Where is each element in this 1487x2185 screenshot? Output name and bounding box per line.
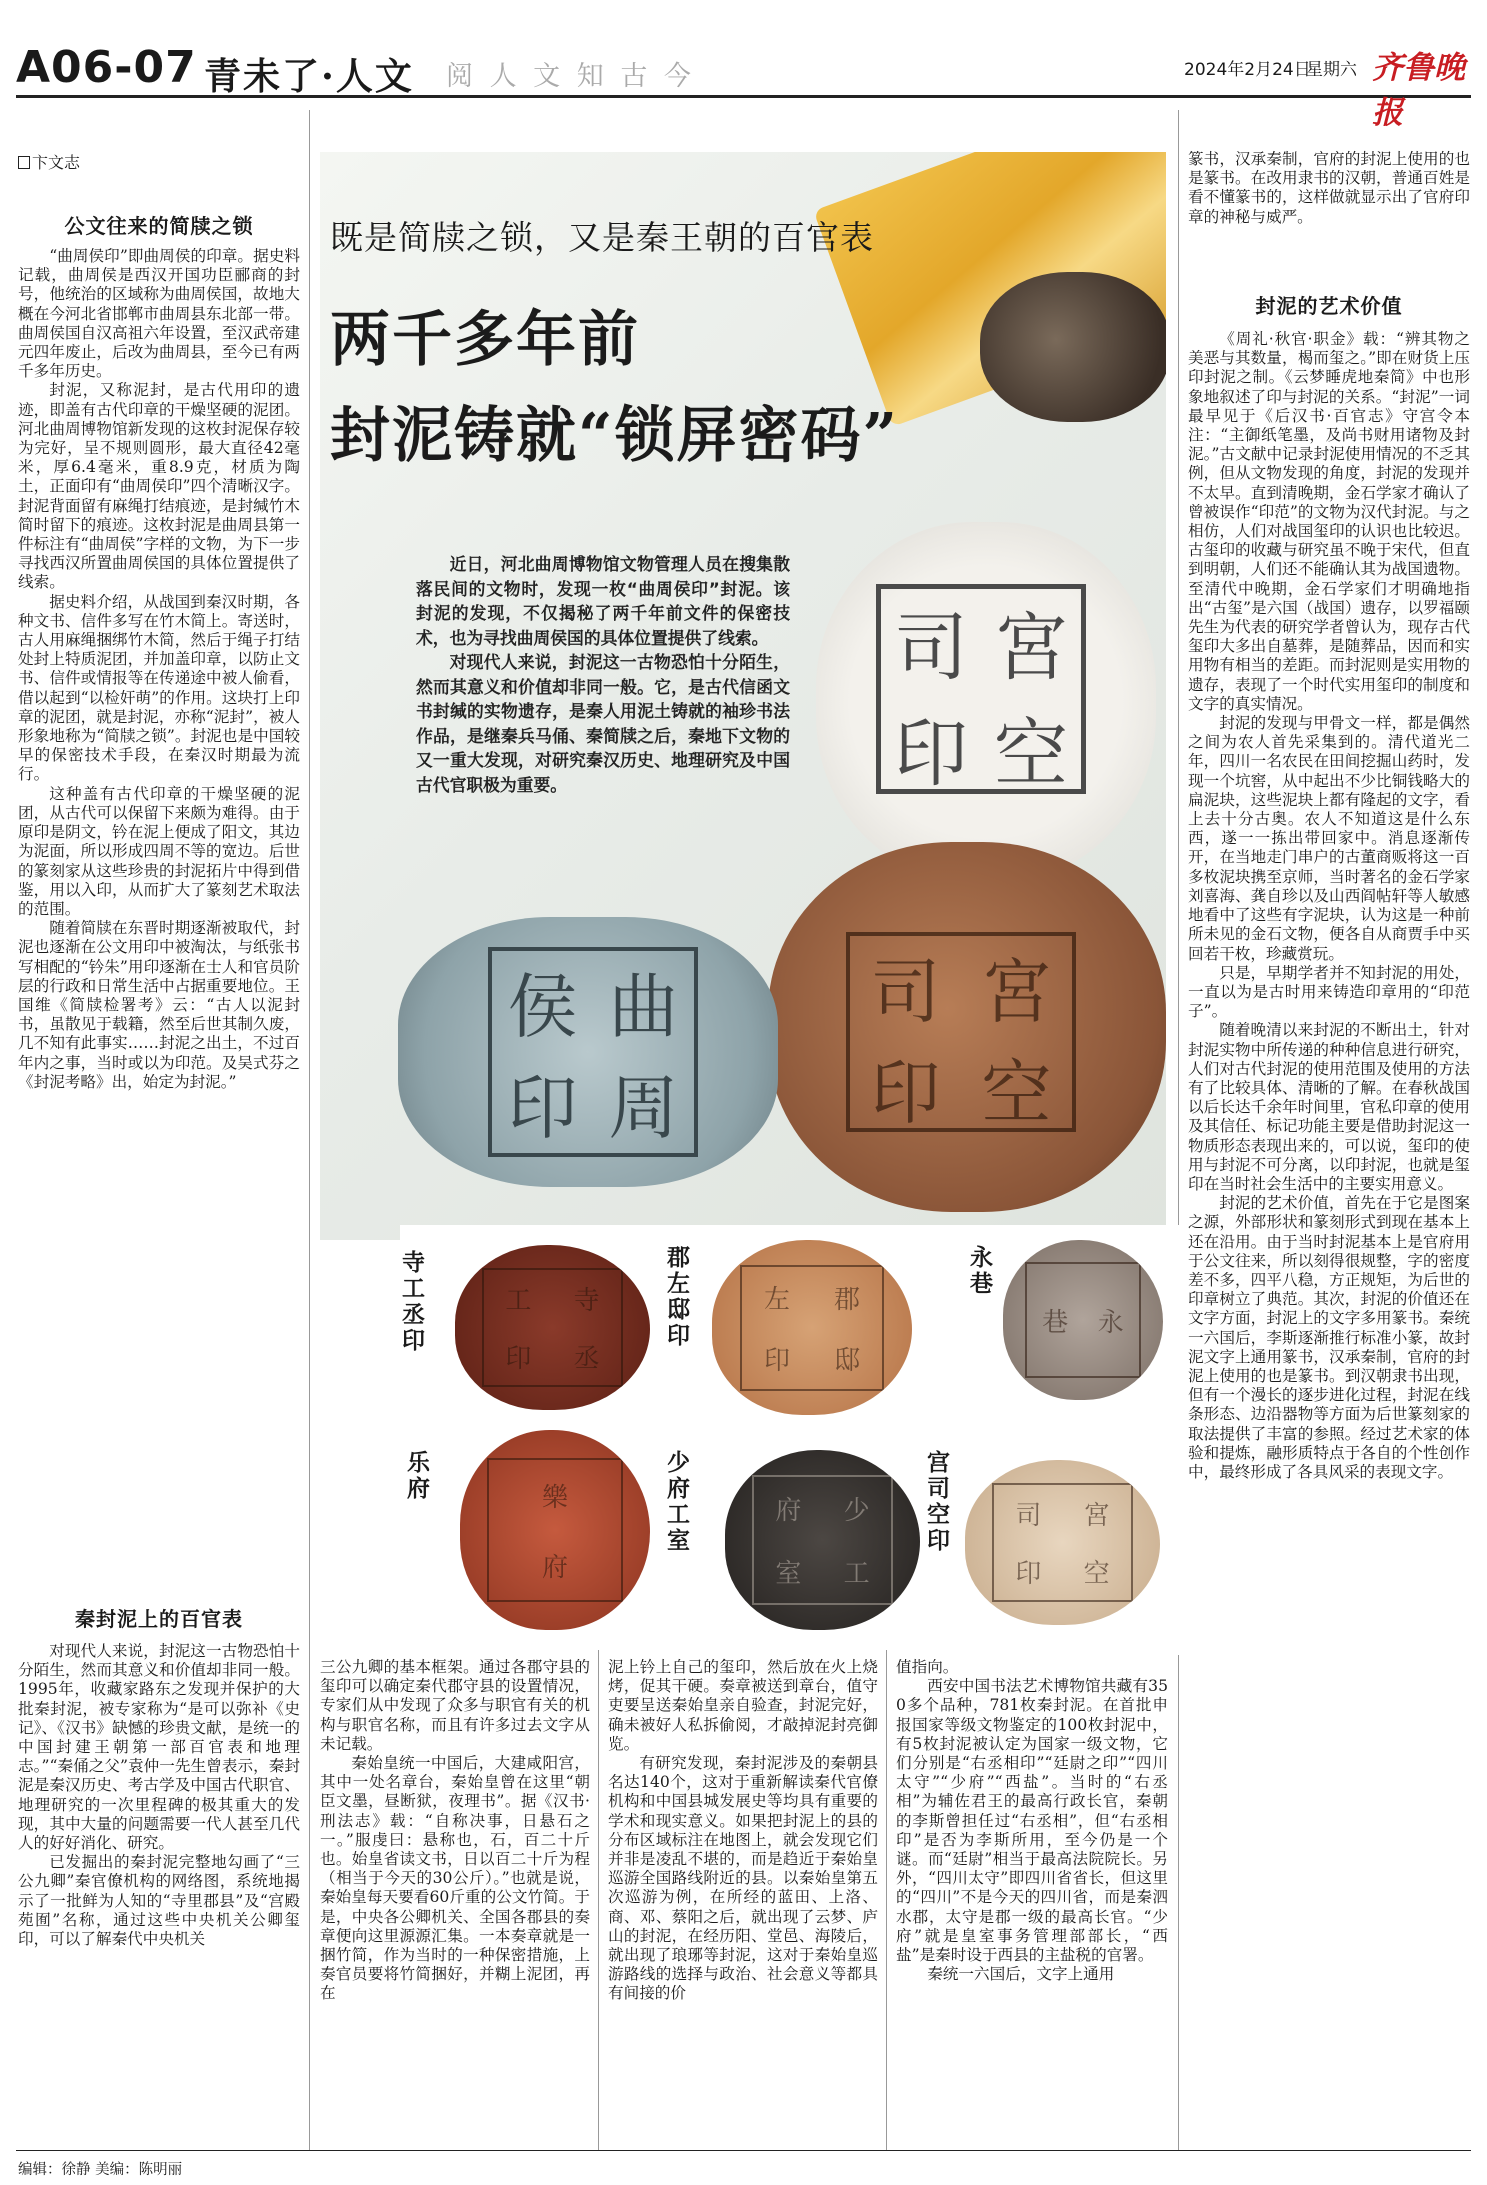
paragraph: 封泥的艺术价值，首先在于它是图案之源，外部形状和篆刻形式到现在基本上还在沿用。由于当时封泥基本上是官府用于公文往来，所以刻得很规整，字的密度差不多，四平八稳，方正规矩，为后世的印章树立了典范。其次，封泥的价值还在文字方面，封泥上的文字多用篆书。秦统一六国后，李斯逐渐推行标准小篆，故封泥文字上通用篆书，汉承秦制，官府的封泥上使用的也是篆书。到汉朝隶书出现，但有一个漫长的逐步进化过程，封泥在线条形态、边沿器物等方面为后世篆刻家的取法提供了丰富的参照。经过艺术家的体验和提炼，融形质特点于各自的个性创作中，最终形成了各具风采的表现文字。	[1188, 1194, 1470, 1481]
seal-glyph: 永	[1097, 1307, 1124, 1338]
seal-glyph: 印	[1015, 1558, 1042, 1589]
seal-glyph: 曲	[608, 966, 679, 1048]
paragraph: 随着晚清以来封泥的不断出土，针对封泥实物中所传递的种种信息进行研究，人们对古代封泥的使用范围及使用的方法有了比较具体、清晰的了解。在春秋战国以后长达千余年时间里，官私印章的使用及其信任、标记功能主要是借助封泥这一物质形态表现出来的，可以说，玺印的使用与封泥不可分离，以印封泥，也就是玺印在当时社会生活中的主要实用意义。	[1188, 1021, 1470, 1193]
paragraph: 秦始皇统一中国后，大建咸阳宫，其中一处名章台，秦始皇曾在这里“朝臣文墨，昼断狱，夜理书”。据《汉书·刑法志》载：“自称决事，日悬石之一。”服虔曰：悬称也，石，百二十斤也。始皇省读文书，日以百二十斤为程（相当于今天的30公斤）。”也就是说，秦始皇每天要看60斤重的公文竹简。于是，中央各公卿机关、全国各郡县的奏章便向这里源源汇集。一本奏章就是一捆竹简，作为当时的一种保密措施，上奏官员要将竹简捆好，并糊上泥团，再在	[320, 1754, 590, 2003]
seal-tile-glyphs	[482, 1268, 622, 1387]
seal-glyph: 府	[775, 1496, 802, 1527]
seal-glyph: 少	[843, 1496, 870, 1527]
seal-tile-image	[712, 1240, 912, 1415]
seal-glyph: 府	[541, 1552, 568, 1583]
seal-caption: 郡左邸印	[663, 1245, 689, 1349]
seal-glyph: 司	[1015, 1501, 1042, 1532]
clay-seal-glyphs	[846, 932, 1076, 1132]
seal-glyph: 周	[608, 1067, 679, 1149]
seal-tile-image	[460, 1430, 650, 1630]
paragraph: 对现代人来说，封泥这一古物恐怕十分陌生，然而其意义和价值却非同一般。1995年，收藏家路东之发现并保护的大批秦封泥，被专家称为“是可以弥补《史记》、《汉书》缺憾的珍贵文献，是统一的中国封建王朝第一部百官表和地理志。”“秦俑之父”袁仲一先生曾表示，秦封泥是秦汉历史、考古学及中国古代职官、地理研究的一次里程碑的极其重大的发现，其中大量的问题需要一代人甚至几代人的好好消化、研究。	[18, 1642, 300, 1853]
seal-glyph: 樂	[541, 1482, 568, 1513]
seal-glyph: 空	[994, 711, 1068, 797]
seal-glyph: 工	[843, 1558, 870, 1589]
seal-tile-glyphs	[752, 1475, 892, 1605]
paragraph: 泥上钤上自己的玺印，然后放在火上烧烤，促其干硬。奏章被送到章台，值守吏要呈送秦始皇亲自验查，封泥完好，确未被好人私拆偷阅，才敲掉泥封亮御览。	[608, 1658, 878, 1753]
seal-glyph: 司	[870, 951, 941, 1033]
seal-glyph: 印	[870, 1052, 941, 1134]
subheading: 封泥的艺术价值	[1255, 294, 1403, 318]
seal-glyph: 巷	[1042, 1307, 1069, 1338]
paragraph: 这种盖有古代印章的干燥坚硬的泥团，从古代可以保留下来颇为难得。由于原印是阴文，钤在泥上便成了阳文，其边为泥面，所以形成四周不等的宽边。后世的篆刻家从这些珍贵的封泥拓片中得到借鉴，用以入印，从而扩大了篆刻艺术取法的范围。	[18, 784, 300, 918]
footer-rule	[16, 2150, 1471, 2151]
body-column-5-top	[1188, 150, 1470, 227]
feature-lead	[416, 552, 790, 797]
column-divider	[1178, 110, 1179, 2150]
feature-title-line2: 封泥铸就“锁屏密码”	[330, 401, 900, 471]
paragraph: “曲周侯印”即曲周侯的印章。据史料记载，曲周侯是西汉开国功臣郦商的封号，他统治的区域称为曲周侯国，故地大概在今河北省邯郸市曲周县东北部一带。曲周侯国自汉高祖六年设置，至汉武帝建元四年废止，后改为曲周县，至今已有两千多年历史。	[18, 247, 300, 381]
column-divider	[598, 1650, 599, 2150]
byline	[18, 150, 80, 173]
body-column-2	[320, 1658, 590, 2004]
byline-box-icon	[18, 156, 30, 169]
seal-tile-glyphs	[1025, 1262, 1140, 1377]
seal-tile-glyphs	[992, 1483, 1132, 1602]
feature-graphic	[320, 152, 1166, 1240]
page-header	[16, 42, 1471, 131]
feature-kicker: 既是简牍之锁，又是秦王朝的百官表	[330, 218, 874, 257]
seal-tile-image	[725, 1450, 920, 1630]
paragraph: 已发掘出的秦封泥完整地勾画了“三公九卿”秦官僚机构的网络图，系统地揭示了一批鲜为人知的“寺里郡县”及“宫殿苑囿”名称，通过这些中央机关公卿玺印，可以了解秦代中央机关	[18, 1853, 300, 1949]
paragraph: 有研究发现，秦封泥涉及的秦朝县名达140个，这对于重新解读秦代官僚机构和中国县城发展史等均具有重要的学术和现实意义。如果把封泥上的县的分布区域标注在地图上，就会发现它们并非是凌乱不堪的，而是趋近于秦始皇巡游全国路线附近的县。以秦始皇第五次巡游为例，在所经的蓝田、上洛、商、邓、蔡阳之后，就出现了云梦、庐山的封泥，在经历阳、堂邑、海陵后，就出现了琅琊等封泥，这对于秦始皇巡游路线的选择与政治、社会意义等都具有间接的价	[608, 1754, 878, 2003]
editor-credit: 编辑：徐静 美编：陈明丽	[18, 2162, 183, 2178]
body-column-1b	[18, 1642, 300, 1949]
seal-caption: 乐府	[403, 1450, 429, 1502]
seal-glyph: 印	[763, 1345, 790, 1376]
subheading: 公文往来的简牍之锁	[64, 214, 254, 238]
paragraph: 西安中国书法艺术博物馆共藏有350多个品种，781枚秦封泥。在首批申报国家等级文物鉴定的100枚封泥中，有5枚封泥被认定为国家一级文物，它们分别是“右丞相印”“廷尉之印”“四川太守”“少府”“西盐”。当时的“右丞相”为辅佐君王的最高行政长官，秦朝的李斯曾担任过“右丞相”，但“右丞相印”是否为李斯所用，至今仍是一个谜。而“廷尉”相当于最高法院院长。另外，“四川太守”即四川省省长，但这里的“四川”不是今天的四川省，而是秦泗水郡，太守是郡一级的最高长官。“少府”就是皇室事务管理部部长，“西盐”是秦时设于西县的主盐税的官署。	[896, 1677, 1168, 1965]
paragraph: 据史料介绍，从战国到秦汉时期，各种文书、信件多写在竹木简上。寄送时，古人用麻绳捆绑竹木简，然后于绳子打结处封上特质泥团，并加盖印章，以防止文书、信件或情报等在传递途中被人偷看，借以起到“以检奸萌”的作用。这块打上印章的泥团，就是封泥，亦称“泥封”，被人形象地称为“简牍之锁”。封泥也是中国较早的保密技术手段，在秦汉时期最为流行。	[18, 592, 300, 784]
seal-fragment-image	[980, 272, 1166, 422]
paragraph: 《周礼·秋官·职金》载：“辨其物之美恶与其数量，楬而玺之。”即在财货上压印封泥之制。《云梦睡虎地秦简》中也形象地叙述了印与封泥的关系。“封泥”一词最早见于《后汉书·百官志》守宫令本注：“主御纸笔墨，及尚书财用诸物及封泥。”古文献中记录封泥使用情况的不乏其例，但从文物发现的角度，封泥的发现并不太早。直到清晚期，金石学家才确认了曾被误作“印范”的文物为汉代封泥。与之相仿，人们对战国玺印的认识也比较迟。古玺印的收藏与研究虽不晚于宋代，但直到明朝，人们还不能确认其为战国遗物。至清代中晚期，金石学家们才明确地指出“古玺”是六国（战国）遗存，以罗福颐先生为代表的研究学者曾认为，现存古代玺印大多出自墓葬，是随葬品，因而和实用物有相当的差距。而封泥则是实用物的遗存，表现了一个时代实用玺印的制度和文字的真实情况。	[1188, 330, 1470, 713]
column-divider	[886, 1650, 887, 2150]
seal-glyph: 室	[775, 1558, 802, 1589]
paragraph: 封泥的发现与甲骨文一样，都是偶然之间为农人首先采集到的。清代道光二年，四川一名农民在田间挖掘山药时，发现一个坑窖，从中起出不少比铜钱略大的扁泥块，这些泥块上都有隆起的文字，看上去十分古奥。农人不知道这是什么东西，遂一一拣出带回家中。消息逐渐传开，在当地走门串户的古董商贩将这一百多枚泥块携至京师，当时著名的金石学家刘喜海、龚自珍以及山西阎帖轩等人敏感地看中了这些有字泥块，认为这是一种前所未见的金石文物，便各自从商贾手中买回若干枚，珍藏赏玩。	[1188, 714, 1470, 963]
seal-glyph: 郡	[833, 1284, 860, 1315]
seal-glyph: 左	[763, 1284, 790, 1315]
seal-rubbing-image	[816, 522, 1156, 882]
quzhou-seal-image	[398, 917, 778, 1187]
paragraph: 封泥，又称泥封，是古代用印的遗迹，即盖有古代印章的干燥坚硬的泥团。河北曲周博物馆新发现的这枚封泥保存较为完好，呈不规则圆形，最大直径42毫米，厚6.4毫米，重8.9克，材质为陶土，正面印有“曲周侯印”四个清晰汉字。封泥背面留有麻绳打结痕迹，是封缄竹木简时留下的痕迹。这枚封泥是曲周县第一件标注有“曲周侯”字样的文物，为下一步寻找西汉所置曲周侯国的具体位置提供了线索。	[18, 381, 300, 592]
seal-glyph: 宮	[1083, 1501, 1110, 1532]
section-title: 青未了·人文	[204, 54, 414, 98]
seal-glyph: 邸	[833, 1345, 860, 1376]
body-column-1	[18, 247, 300, 1092]
body-column-5	[1188, 330, 1470, 1482]
seal-caption: 少府工室	[663, 1450, 689, 1554]
lead-paragraph: 近日，河北曲周博物馆文物管理人员在搜集散落民间的文物时，发现一枚“曲周侯印”封泥。该封泥的发现，不仅揭秘了两千年前文件的保密技术，也为寻找曲周侯国的具体位置提供了线索。	[416, 554, 790, 648]
issue-date: 2024年2月24日	[1184, 60, 1311, 80]
paragraph: 秦统一六国后，文字上通用	[927, 1965, 1115, 1984]
seal-glyph: 司	[894, 605, 968, 691]
seal-tile-image	[455, 1245, 650, 1410]
seal-tile-glyphs	[487, 1458, 624, 1602]
newspaper-logo: 齐鲁晚报	[1372, 50, 1465, 131]
seal-glyph: 丞	[573, 1343, 600, 1374]
paragraph: 随着简牍在东晋时期逐渐被取代，封泥也逐渐在公文用印中被淘汰，与纸张书写相配的“钤朱”用印逐渐在士人和官员阶层的行政和日常生活中占据重要地位。王国维《简牍检署考》云：“古人以泥封书，虽散见于载籍，然至后世其制久废，几不知有此事实……封泥之出土，不过百年内之事，当时或以为印范。及吴式芬之《封泥考略》出，始定为封泥。”	[18, 919, 300, 1091]
seal-glyph: 宮	[981, 951, 1052, 1033]
feature-title-line1: 两千多年前	[330, 305, 640, 375]
seal-glyph: 印	[894, 711, 968, 797]
clay-seal-image	[768, 842, 1166, 1212]
paragraph: 篆书，汉承秦制，官府的封泥上使用的也是篆书。在改用隶书的汉朝，普通百姓是看不懂篆书的，这样做就显示出了官府印章的神秘与威严。	[1188, 150, 1470, 226]
body-column-4	[896, 1658, 1168, 1984]
quzhou-seal-glyphs	[488, 947, 698, 1157]
section-motto: 阅 人 文 知 古 今	[446, 61, 695, 92]
seal-glyph: 空	[981, 1052, 1052, 1134]
seal-glyph: 宮	[994, 605, 1068, 691]
paragraph: 只是，早期学者并不知封泥的用处，一直以为是古时用来铸造印章用的“印范子”。	[1188, 963, 1470, 1021]
lead-paragraph: 对现代人来说，封泥这一古物恐怕十分陌生，然而其意义和价值却非同一般。它，是古代信函文书封缄的实物遗存，是秦人用泥土铸就的袖珍书法作品，是继秦兵马俑、秦简牍之后，秦地下文物的又一重大发现，对研究秦汉历史、地理研究及中国古代官职极为重要。	[416, 652, 790, 795]
seal-glyph: 空	[1083, 1558, 1110, 1589]
body-column-3	[608, 1658, 878, 2004]
seal-caption: 永巷	[966, 1245, 992, 1297]
issue-weekday: 星期六	[1306, 60, 1357, 80]
paragraph: 三公九卿的基本框架。通过各郡守县的玺印可以确定秦代郡守县的设置情况，专家们从中发现了众多与职官有关的机构与职官名称，而且有许多过去文字从未记载。	[320, 1658, 590, 1753]
seal-glyph: 侯	[507, 966, 578, 1048]
author-name: 卞文志	[32, 153, 81, 172]
seal-rubbing-glyphs	[876, 584, 1086, 797]
column-divider	[309, 110, 310, 2150]
seal-caption: 宫司空印	[923, 1450, 949, 1554]
subheading: 秦封泥上的百官表	[75, 1607, 243, 1631]
page-number: A06-07	[16, 42, 197, 93]
paragraph: 值指向。	[896, 1658, 959, 1676]
seal-tile-image	[965, 1460, 1160, 1625]
seal-tile-glyphs	[740, 1265, 884, 1391]
seal-glyph: 寺	[573, 1286, 600, 1317]
seal-glyph: 印	[507, 1067, 578, 1149]
seal-glyph: 印	[505, 1343, 532, 1374]
seal-caption: 寺工丞印	[398, 1250, 424, 1354]
seal-glyph: 工	[505, 1286, 532, 1317]
seal-tile-image	[1003, 1240, 1163, 1400]
